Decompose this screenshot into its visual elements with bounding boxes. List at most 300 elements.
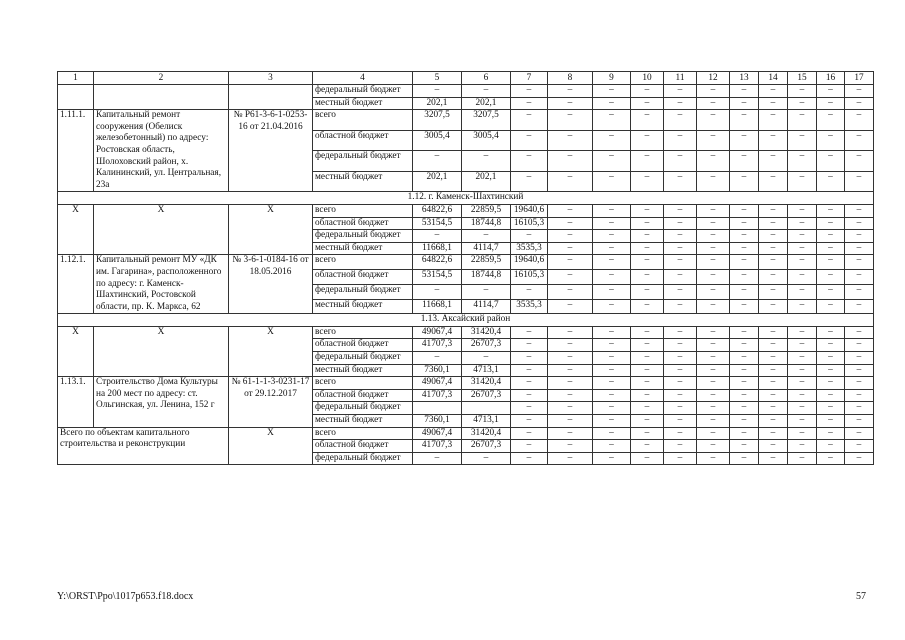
value-cell: –: [462, 151, 511, 172]
value-cell: 53154,5: [413, 270, 462, 285]
value-cell: 11668,1: [413, 299, 462, 314]
value-cell: [462, 402, 511, 415]
value-cell: –: [511, 85, 548, 98]
value-cell: –: [462, 352, 511, 365]
value-cell: –: [845, 204, 874, 217]
value-cell: –: [845, 230, 874, 243]
value-cell: –: [845, 242, 874, 255]
section-title: 1.13. Аксайский район: [58, 314, 874, 327]
value-cell: –: [462, 85, 511, 98]
value-cell: –: [631, 352, 664, 365]
value-cell: –: [697, 284, 730, 299]
value-cell: –: [845, 85, 874, 98]
object-name: Всего по объектам капитального строительства и реконструкции: [58, 427, 229, 465]
value-cell: –: [664, 364, 697, 377]
value-cell: –: [631, 326, 664, 339]
budget-source: федеральный бюджет: [313, 352, 413, 365]
value-cell: –: [730, 242, 759, 255]
value-cell: –: [730, 217, 759, 230]
value-cell: –: [593, 427, 631, 440]
budget-source: федеральный бюджет: [313, 230, 413, 243]
value-cell: 16105,3: [511, 270, 548, 285]
value-cell: –: [593, 339, 631, 352]
budget-source: местный бюджет: [313, 242, 413, 255]
value-cell: –: [548, 97, 593, 110]
value-cell: 4114,7: [462, 299, 511, 314]
value-cell: 3005,4: [462, 130, 511, 151]
value-cell: –: [593, 415, 631, 428]
value-cell: –: [697, 415, 730, 428]
value-cell: –: [413, 230, 462, 243]
value-cell: –: [631, 402, 664, 415]
value-cell: –: [697, 389, 730, 402]
value-cell: –: [697, 110, 730, 131]
value-cell: –: [511, 110, 548, 131]
value-cell: [413, 402, 462, 415]
value-cell: –: [593, 255, 631, 270]
value-cell: 31420,4: [462, 427, 511, 440]
budget-source: местный бюджет: [313, 415, 413, 428]
value-cell: –: [548, 284, 593, 299]
value-cell: –: [511, 151, 548, 172]
column-header: 7: [511, 72, 548, 85]
value-cell: –: [548, 415, 593, 428]
column-header: 10: [631, 72, 664, 85]
column-number-row: [58, 72, 874, 85]
value-cell: –: [817, 402, 845, 415]
value-cell: –: [697, 364, 730, 377]
value-cell: –: [759, 364, 788, 377]
value-cell: –: [845, 270, 874, 285]
value-cell: –: [730, 85, 759, 98]
value-cell: –: [730, 440, 759, 453]
value-cell: –: [548, 299, 593, 314]
value-cell: –: [631, 377, 664, 390]
value-cell: –: [548, 217, 593, 230]
value-cell: –: [788, 97, 817, 110]
value-cell: –: [730, 230, 759, 243]
budget-source: федеральный бюджет: [313, 402, 413, 415]
value-cell: –: [664, 389, 697, 402]
value-cell: –: [759, 452, 788, 465]
value-cell: –: [664, 130, 697, 151]
value-cell: –: [817, 110, 845, 131]
column-header: 3: [229, 72, 313, 85]
section-row: [58, 192, 874, 205]
value-cell: –: [759, 402, 788, 415]
value-cell: –: [697, 130, 730, 151]
value-cell: –: [788, 270, 817, 285]
budget-source: федеральный бюджет: [313, 284, 413, 299]
value-cell: –: [511, 326, 548, 339]
value-cell: –: [697, 452, 730, 465]
table-row: [58, 85, 874, 98]
value-cell: –: [664, 204, 697, 217]
value-cell: –: [788, 377, 817, 390]
value-cell: –: [593, 130, 631, 151]
value-cell: –: [593, 377, 631, 390]
value-cell: –: [664, 440, 697, 453]
value-cell: –: [593, 402, 631, 415]
value-cell: –: [548, 255, 593, 270]
table-row: [58, 204, 874, 217]
value-cell: –: [730, 255, 759, 270]
value-cell: –: [413, 85, 462, 98]
section-title: 1.12. г. Каменск-Шахтинский: [58, 192, 874, 205]
value-cell: –: [462, 230, 511, 243]
page-number: 57: [856, 591, 866, 602]
budget-source: федеральный бюджет: [313, 151, 413, 172]
value-cell: 18744,8: [462, 270, 511, 285]
value-cell: –: [631, 270, 664, 285]
value-cell: –: [511, 377, 548, 390]
object-name: Капитальный ремонт МУ «ДК им. Гагарина», расположенного по адресу: г. Каменск-Шахтинский, Ростовской области, пр. К. Маркса, 62: [94, 255, 229, 314]
value-cell: –: [697, 255, 730, 270]
value-cell: –: [548, 352, 593, 365]
value-cell: 202,1: [413, 171, 462, 192]
value-cell: –: [730, 284, 759, 299]
value-cell: –: [511, 130, 548, 151]
value-cell: –: [664, 85, 697, 98]
budget-source: областной бюджет: [313, 389, 413, 402]
budget-table: [57, 71, 874, 465]
value-cell: –: [697, 217, 730, 230]
value-cell: –: [548, 440, 593, 453]
object-doc: № 61-1-1-3-0231-17 от 29.12.2017: [229, 377, 313, 427]
value-cell: –: [462, 452, 511, 465]
value-cell: –: [817, 452, 845, 465]
value-cell: –: [697, 270, 730, 285]
value-cell: –: [462, 284, 511, 299]
value-cell: –: [788, 171, 817, 192]
value-cell: 202,1: [462, 171, 511, 192]
value-cell: 19640,6: [511, 204, 548, 217]
object-name: Х: [94, 326, 229, 376]
value-cell: –: [817, 339, 845, 352]
value-cell: 49067,4: [413, 326, 462, 339]
value-cell: 7360,1: [413, 415, 462, 428]
value-cell: –: [845, 452, 874, 465]
value-cell: –: [631, 339, 664, 352]
value-cell: –: [413, 352, 462, 365]
value-cell: 3207,5: [462, 110, 511, 131]
budget-source: областной бюджет: [313, 270, 413, 285]
value-cell: 19640,6: [511, 255, 548, 270]
value-cell: –: [511, 97, 548, 110]
value-cell: –: [759, 85, 788, 98]
value-cell: –: [548, 110, 593, 131]
value-cell: –: [548, 171, 593, 192]
value-cell: –: [759, 299, 788, 314]
value-cell: –: [664, 427, 697, 440]
value-cell: –: [631, 389, 664, 402]
value-cell: –: [817, 255, 845, 270]
value-cell: –: [845, 415, 874, 428]
value-cell: –: [845, 171, 874, 192]
value-cell: –: [788, 440, 817, 453]
value-cell: –: [759, 242, 788, 255]
value-cell: –: [511, 440, 548, 453]
value-cell: –: [730, 151, 759, 172]
value-cell: –: [817, 389, 845, 402]
column-header: 11: [664, 72, 697, 85]
value-cell: –: [817, 352, 845, 365]
value-cell: –: [759, 415, 788, 428]
value-cell: 22859,5: [462, 255, 511, 270]
value-cell: –: [697, 171, 730, 192]
value-cell: 11668,1: [413, 242, 462, 255]
table-row: [58, 377, 874, 390]
value-cell: –: [548, 204, 593, 217]
value-cell: –: [759, 352, 788, 365]
value-cell: –: [664, 299, 697, 314]
value-cell: –: [548, 326, 593, 339]
column-header: 8: [548, 72, 593, 85]
value-cell: –: [511, 427, 548, 440]
budget-source: всего: [313, 255, 413, 270]
value-cell: –: [413, 284, 462, 299]
value-cell: 41707,3: [413, 339, 462, 352]
section-row: [58, 314, 874, 327]
value-cell: –: [593, 299, 631, 314]
value-cell: –: [788, 352, 817, 365]
value-cell: 26707,3: [462, 389, 511, 402]
object-doc: № 3-6-1-0184-16 от 18.05.2016: [229, 255, 313, 314]
value-cell: –: [788, 402, 817, 415]
object-number: 1.12.1.: [58, 255, 94, 314]
value-cell: –: [817, 204, 845, 217]
value-cell: –: [511, 389, 548, 402]
value-cell: –: [730, 415, 759, 428]
value-cell: –: [631, 299, 664, 314]
value-cell: –: [817, 242, 845, 255]
value-cell: –: [664, 217, 697, 230]
budget-source: федеральный бюджет: [313, 85, 413, 98]
value-cell: –: [845, 151, 874, 172]
column-header: 13: [730, 72, 759, 85]
value-cell: –: [759, 284, 788, 299]
value-cell: –: [697, 242, 730, 255]
budget-source: областной бюджет: [313, 440, 413, 453]
budget-source: областной бюджет: [313, 339, 413, 352]
value-cell: –: [548, 389, 593, 402]
table-row: [58, 255, 874, 270]
value-cell: 202,1: [413, 97, 462, 110]
column-header: 14: [759, 72, 788, 85]
object-number: Х: [58, 326, 94, 376]
value-cell: –: [788, 255, 817, 270]
value-cell: –: [593, 85, 631, 98]
budget-source: всего: [313, 110, 413, 131]
value-cell: –: [511, 339, 548, 352]
value-cell: –: [593, 284, 631, 299]
value-cell: 4713,1: [462, 415, 511, 428]
value-cell: –: [788, 364, 817, 377]
value-cell: –: [759, 377, 788, 390]
value-cell: –: [845, 217, 874, 230]
object-number: 1.13.1.: [58, 377, 94, 427]
value-cell: 16105,3: [511, 217, 548, 230]
value-cell: –: [788, 284, 817, 299]
value-cell: 18744,8: [462, 217, 511, 230]
value-cell: –: [511, 402, 548, 415]
value-cell: –: [631, 242, 664, 255]
column-header: 5: [413, 72, 462, 85]
value-cell: –: [631, 427, 664, 440]
value-cell: –: [593, 151, 631, 172]
value-cell: –: [817, 284, 845, 299]
value-cell: –: [759, 230, 788, 243]
value-cell: –: [788, 389, 817, 402]
value-cell: –: [845, 402, 874, 415]
value-cell: –: [664, 242, 697, 255]
value-cell: –: [730, 377, 759, 390]
value-cell: –: [631, 440, 664, 453]
value-cell: –: [845, 130, 874, 151]
object-doc: [229, 85, 313, 110]
value-cell: –: [631, 217, 664, 230]
value-cell: –: [730, 110, 759, 131]
value-cell: –: [759, 440, 788, 453]
value-cell: 4114,7: [462, 242, 511, 255]
value-cell: 202,1: [462, 97, 511, 110]
value-cell: –: [664, 151, 697, 172]
value-cell: –: [631, 151, 664, 172]
budget-source: местный бюджет: [313, 97, 413, 110]
value-cell: –: [631, 284, 664, 299]
value-cell: –: [817, 230, 845, 243]
value-cell: –: [593, 204, 631, 217]
value-cell: 41707,3: [413, 389, 462, 402]
column-header: 6: [462, 72, 511, 85]
value-cell: –: [593, 452, 631, 465]
value-cell: –: [730, 452, 759, 465]
budget-source: местный бюджет: [313, 299, 413, 314]
value-cell: –: [730, 326, 759, 339]
value-cell: –: [817, 326, 845, 339]
value-cell: –: [788, 204, 817, 217]
column-header: 17: [845, 72, 874, 85]
table-row: [58, 427, 874, 440]
value-cell: –: [759, 389, 788, 402]
value-cell: –: [511, 452, 548, 465]
value-cell: 3207,5: [413, 110, 462, 131]
value-cell: –: [817, 440, 845, 453]
value-cell: –: [759, 171, 788, 192]
value-cell: –: [788, 326, 817, 339]
value-cell: –: [759, 339, 788, 352]
value-cell: –: [730, 427, 759, 440]
value-cell: –: [759, 130, 788, 151]
value-cell: –: [788, 452, 817, 465]
value-cell: 64822,6: [413, 204, 462, 217]
value-cell: –: [631, 415, 664, 428]
table-row: [58, 326, 874, 339]
value-cell: –: [697, 299, 730, 314]
value-cell: –: [845, 377, 874, 390]
value-cell: –: [593, 389, 631, 402]
value-cell: –: [548, 85, 593, 98]
value-cell: –: [548, 270, 593, 285]
value-cell: 7360,1: [413, 364, 462, 377]
value-cell: 49067,4: [413, 377, 462, 390]
value-cell: –: [759, 427, 788, 440]
value-cell: –: [548, 242, 593, 255]
budget-source: местный бюджет: [313, 364, 413, 377]
value-cell: –: [845, 326, 874, 339]
value-cell: –: [788, 85, 817, 98]
table-row: [58, 110, 874, 131]
value-cell: –: [593, 270, 631, 285]
value-cell: –: [593, 171, 631, 192]
value-cell: –: [759, 204, 788, 217]
value-cell: –: [664, 230, 697, 243]
value-cell: 3535,3: [511, 242, 548, 255]
column-header: 2: [94, 72, 229, 85]
value-cell: –: [664, 110, 697, 131]
value-cell: –: [664, 377, 697, 390]
object-name: Х: [94, 204, 229, 254]
value-cell: –: [548, 427, 593, 440]
value-cell: –: [697, 377, 730, 390]
value-cell: –: [631, 85, 664, 98]
value-cell: –: [631, 452, 664, 465]
value-cell: –: [548, 452, 593, 465]
value-cell: –: [697, 97, 730, 110]
value-cell: –: [730, 270, 759, 285]
budget-source: всего: [313, 326, 413, 339]
value-cell: –: [664, 415, 697, 428]
value-cell: –: [788, 415, 817, 428]
budget-source: областной бюджет: [313, 217, 413, 230]
value-cell: –: [788, 339, 817, 352]
object-doc: Х: [229, 326, 313, 376]
value-cell: 22859,5: [462, 204, 511, 217]
value-cell: –: [593, 440, 631, 453]
budget-source: местный бюджет: [313, 171, 413, 192]
value-cell: –: [697, 339, 730, 352]
value-cell: –: [817, 130, 845, 151]
value-cell: –: [817, 217, 845, 230]
value-cell: –: [730, 402, 759, 415]
value-cell: –: [548, 151, 593, 172]
value-cell: –: [631, 230, 664, 243]
value-cell: –: [759, 326, 788, 339]
value-cell: 49067,4: [413, 427, 462, 440]
value-cell: –: [548, 339, 593, 352]
value-cell: –: [631, 110, 664, 131]
value-cell: –: [759, 97, 788, 110]
value-cell: –: [631, 97, 664, 110]
value-cell: –: [511, 415, 548, 428]
value-cell: –: [788, 151, 817, 172]
value-cell: –: [593, 97, 631, 110]
value-cell: –: [548, 402, 593, 415]
value-cell: 4713,1: [462, 364, 511, 377]
value-cell: –: [730, 204, 759, 217]
budget-source: всего: [313, 204, 413, 217]
value-cell: 26707,3: [462, 339, 511, 352]
value-cell: –: [664, 452, 697, 465]
object-name: Капитальный ремонт сооружения (Обелиск железобетонный) по адресу: Ростовская область, Шолоховский район, х. Калининский, ул. Центральная, 23а: [94, 110, 229, 192]
value-cell: –: [845, 440, 874, 453]
value-cell: –: [730, 364, 759, 377]
value-cell: –: [788, 130, 817, 151]
value-cell: –: [759, 110, 788, 131]
value-cell: –: [548, 230, 593, 243]
value-cell: –: [845, 299, 874, 314]
value-cell: –: [845, 255, 874, 270]
